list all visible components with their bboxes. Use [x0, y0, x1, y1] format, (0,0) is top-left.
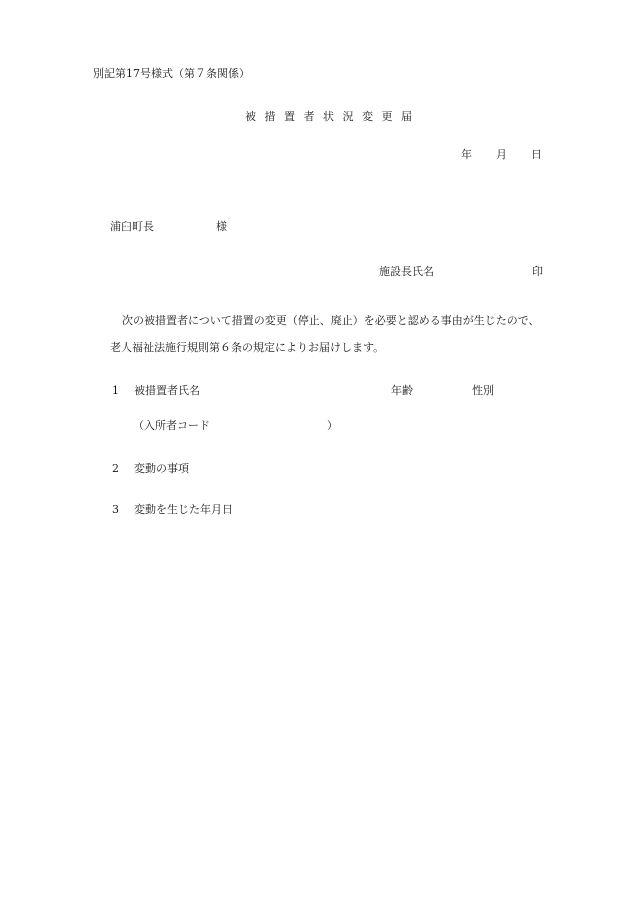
seal-mark: 印 [532, 265, 543, 278]
item-1-label: 被措置者氏名 [134, 384, 200, 397]
item-2-number: 2 [112, 462, 119, 475]
body-text-line-1: 次の被措置者について措置の変更（停止、廃止）を必要と認める事由が生じたので、 [122, 314, 540, 327]
body-text-line-2: 老人福祉法施行規則第６条の規定によりお届けします。 [110, 341, 385, 354]
item-3-number: 3 [112, 503, 119, 516]
item-1-number: 1 [112, 384, 119, 397]
form-label: 別記第17号様式（第７条関係） [93, 67, 250, 80]
date-year-label: 年 [461, 148, 472, 161]
recipient-name: 浦臼町長 [110, 220, 154, 233]
date-month-label: 月 [496, 148, 507, 161]
sex-label: 性別 [472, 384, 494, 397]
facility-director-label: 施設長氏名 [379, 265, 434, 278]
date-day-label: 日 [531, 148, 542, 161]
item-3-label: 変動を生じた年月日 [134, 503, 233, 516]
resident-code-close-paren: ） [327, 419, 338, 432]
age-label: 年齢 [391, 384, 413, 397]
recipient-honorific: 様 [216, 220, 227, 233]
item-2-label: 変動の事項 [134, 462, 189, 475]
resident-code-label: （入所者コード [133, 419, 210, 432]
document-title: 被措置者状況変更届 [245, 110, 421, 123]
